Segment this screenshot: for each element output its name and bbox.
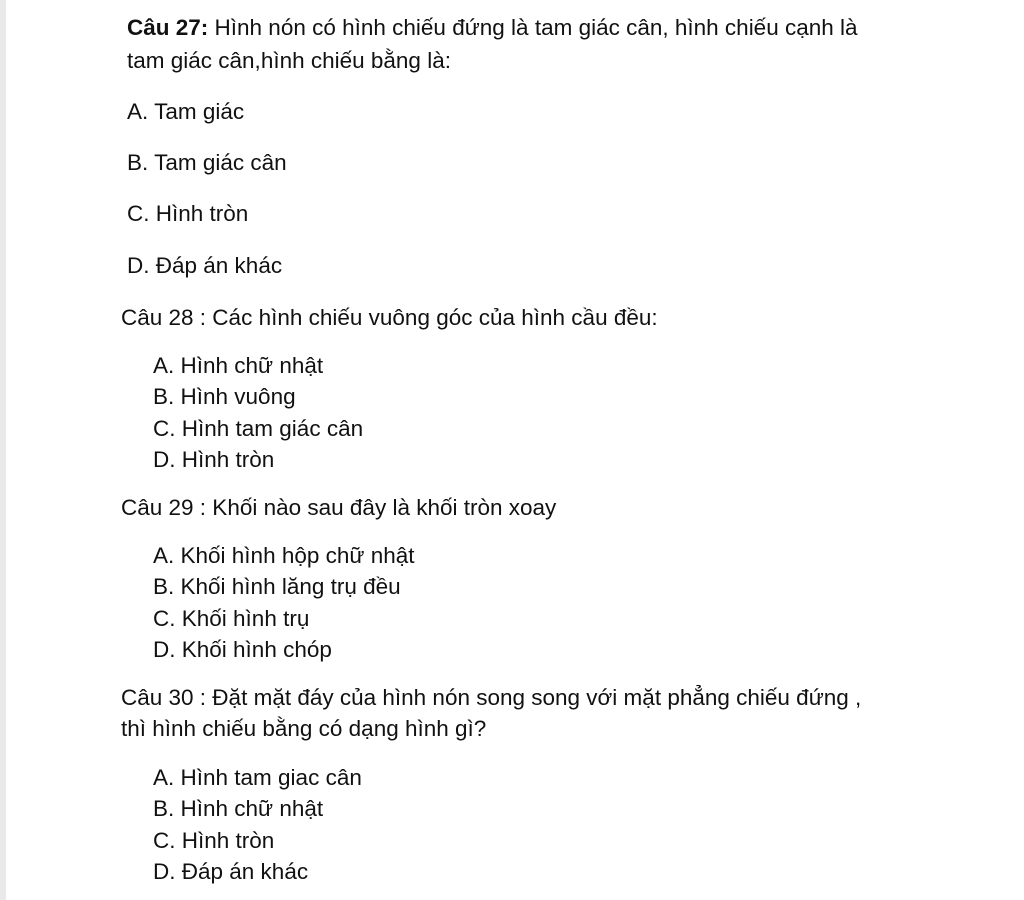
question-27-option-c: C. Hình tròn [127, 201, 249, 226]
question-29-option-c: C. Khối hình trụ [153, 606, 310, 631]
question-29-option-d: D. Khối hình chóp [153, 637, 332, 662]
question-30-option-a: A. Hình tam giac cân [153, 765, 362, 790]
question-30-option-b: B. Hình chữ nhật [153, 796, 324, 821]
question-27-label: Câu 27: [127, 15, 209, 40]
question-27-option-b: B. Tam giác cân [127, 150, 287, 175]
question-28-option-a: A. Hình chữ nhật [153, 353, 324, 378]
question-27-line-1 [127, 13, 858, 43]
question-30-option-d: D. Đáp án khác [153, 859, 309, 884]
question-27-option-a: A. Tam giác [127, 99, 245, 124]
question-28-option-c: C. Hình tam giác cân [153, 416, 364, 441]
question-29-text: Câu 29 : Khối nào sau đây là khối tròn xoay [121, 495, 557, 520]
question-30-option-c: C. Hình tròn [153, 828, 275, 853]
question-28-text: Câu 28 : Các hình chiếu vuông góc của hình cầu đều: [121, 305, 658, 330]
question-29-option-b: B. Khối hình lăng trụ đều [153, 574, 401, 599]
question-30-line-2: thì hình chiếu bằng có dạng hình gì? [121, 716, 487, 741]
question-27-line-2: tam giác cân,hình chiếu bằng là: [127, 48, 451, 73]
question-28-option-d: D. Hình tròn [153, 447, 275, 472]
question-27-option-d: D. Đáp án khác [127, 253, 283, 278]
question-29-option-a: A. Khối hình hộp chữ nhật [153, 543, 415, 568]
question-30-line-1: Câu 30 : Đặt mặt đáy của hình nón song song với mặt phẳng chiếu đứng , [121, 685, 862, 710]
question-28-option-b: B. Hình vuông [153, 384, 296, 409]
question-27-text: Hình nón có hình chiếu đứng là tam giác cân, hình chiếu cạnh là [208, 15, 858, 40]
